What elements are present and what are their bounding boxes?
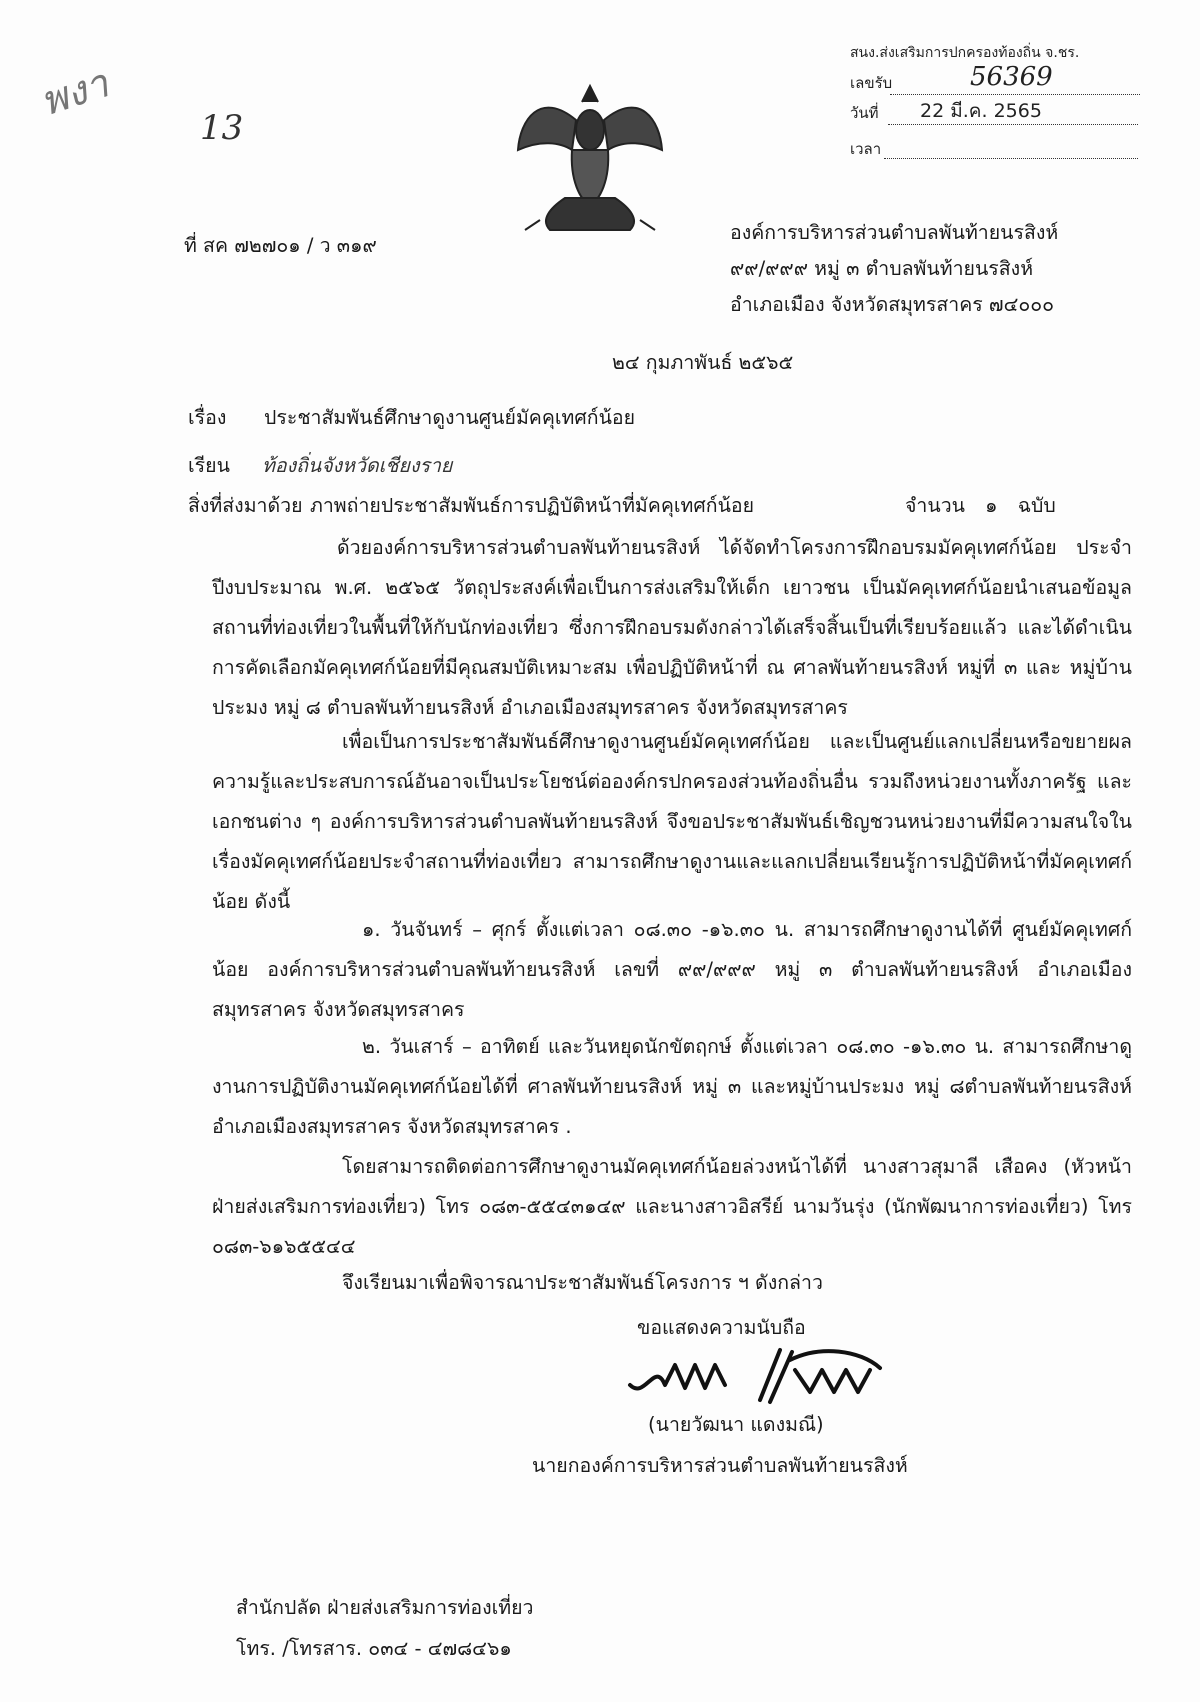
subject-label: เรื่อง xyxy=(188,406,227,429)
subject-text: ประชาสัมพันธ์ศึกษาดูงานศูนย์มัคคุเทศก์น้อย xyxy=(264,406,636,429)
stamp-date-label: วันที่ xyxy=(850,104,879,122)
stamp-time-label: เวลา xyxy=(850,140,882,158)
stamp-receipt-row xyxy=(850,62,1150,98)
paragraph-1: ด้วยองค์การบริหารส่วนตำบลพันท้ายนรสิงห์ ได้จัดทำโครงการฝึกอบรมมัคคุเทศก์น้อย ประจำปีงบประมาณ พ.ศ. ๒๕๖๕ วัตถุประสงค์เพื่อเป็นการส่งเสริมให้เด็ก เยาวชน เป็นมัคคุเทศก์น้อยนำเสนอข้อมูลสถานที่ท่องเที่ยวในพื้นที่ให้กับนักท่องเที่ยว ซึ่งการฝึกอบรมดังกล่าวได้เสร็จสิ้นเป็นที่เรียบร้อยแล้ว และได้ดำเนินการคัดเลือกมัคคุเทศก์น้อยที่มีคุณสมบัติเหมาะสม เพื่อปฏิบัติหน้าที่ ณ ศาลพันท้ายนรสิงห์ หมู่ที่ ๓ และ หมู่บ้านประมง หมู่ ๘ ตำบลพันท้ายนรสิงห์ อำเภอเมืองสมุทรสาคร จังหวัดสมุทรสาคร xyxy=(212,536,1132,719)
footer-office: สำนักปลัด ฝ่ายส่งเสริมการท่องเที่ยว xyxy=(236,1596,534,1619)
list-item-1: ๑. วันจันทร์ – ศุกร์ ตั้งแต่เวลา ๐๘.๓๐ -๑๖.๓๐ น. สามารถศึกษาดูงานได้ที่ ศูนย์มัคคุเทศก์น้อย องค์การบริหารส่วนตำบลพันท้ายนรสิงห์ เลขที่ ๙๙/๙๙๙ หมู่ ๓ ตำบลพันท้ายนรสิงห์ อำเภอเมืองสมุทรสาคร จังหวัดสมุทรสาคร xyxy=(212,918,1132,1021)
closing-sentence: จึงเรียนมาเพื่อพิจารณาประชาสัมพันธ์โครงการ ฯ ดังกล่าว xyxy=(342,1271,823,1294)
letter-date: ๒๔ กุมภาพันธ์ ๒๕๖๕ xyxy=(612,351,794,374)
recipient-handwritten: ท้องถิ่นจังหวัดเชียงราย xyxy=(262,454,453,477)
attachment-count: จำนวน ๑ ฉบับ xyxy=(905,494,1056,517)
footer-phone: โทร. /โทรสาร. ๐๓๔ - ๔๗๘๔๖๑ xyxy=(236,1637,512,1660)
recipient-label: เรียน xyxy=(188,454,230,477)
attachment-text: ภาพถ่ายประชาสัมพันธ์การปฏิบัติหน้าที่มัคคุเทศก์น้อย xyxy=(310,494,755,517)
garuda-emblem-icon xyxy=(510,80,670,240)
stamp-time-row xyxy=(850,134,1150,164)
reference-number: ที่ สค ๗๒๗๐๑ / ว ๓๑๙ xyxy=(184,234,377,257)
signature xyxy=(610,1340,910,1410)
stamp-receipt-value: 56369 xyxy=(970,62,1053,92)
stamp-office-line: สนง.ส่งเสริมการปกครองท้องถิ่น จ.ชร. xyxy=(850,45,1080,61)
sender-address-1: ๙๙/๙๙๙ หมู่ ๓ ตำบลพันท้ายนรสิงห์ xyxy=(730,257,1034,280)
sender-address-2: อำเภอเมือง จังหวัดสมุทรสาคร ๗๔๐๐๐ xyxy=(730,293,1055,316)
stamp-date-value: 22 มี.ค. 2565 xyxy=(920,100,1042,122)
handwritten-number: 13 xyxy=(200,108,244,148)
paragraph-3: โดยสามารถติดต่อการศึกษาดูงานมัคคุเทศก์น้อยล่วงหน้าได้ที่ นางสาวสุมาลี เสือคง (หัวหน้าฝ่ายส่งเสริมการท่องเที่ยว) โทร ๐๘๓-๕๕๔๓๑๔๙ และนางสาวอิสรีย์ นามวันรุ่ง (นักพัฒนาการท่องเที่ยว) โทร ๐๘๓-๖๑๖๕๕๔๔ xyxy=(212,1155,1132,1258)
regards: ขอแสดงความนับถือ xyxy=(637,1316,806,1339)
signer-name: (นายวัฒนา แดงมณี) xyxy=(648,1413,824,1436)
stamp-receipt-label: เลขรับ xyxy=(850,74,893,92)
sender-org: องค์การบริหารส่วนตำบลพันท้ายนรสิงห์ xyxy=(730,221,1059,244)
receiving-stamp xyxy=(850,38,1150,164)
list-item-2: ๒. วันเสาร์ – อาทิตย์ และวันหยุดนักขัตฤกษ์ ตั้งแต่เวลา ๐๘.๓๐ -๑๖.๓๐ น. สามารถศึกษาดูงานการปฏิบัติงานมัคคุเทศก์น้อยได้ที่ ศาลพันท้ายนรสิงห์ หมู่ ๓ และหมู่บ้านประมง หมู่ ๘ตำบลพันท้ายนรสิงห์ อำเภอเมืองสมุทรสาคร จังหวัดสมุทรสาคร . xyxy=(212,1035,1132,1138)
signer-title: นายกองค์การบริหารส่วนตำบลพันท้ายนรสิงห์ xyxy=(532,1454,908,1477)
handwritten-scribble: พงา xyxy=(34,60,115,126)
attachment-label: สิ่งที่ส่งมาด้วย xyxy=(188,494,303,517)
stamp-date-row xyxy=(850,98,1150,128)
paragraph-2: เพื่อเป็นการประชาสัมพันธ์ศึกษาดูงานศูนย์มัคคุเทศก์น้อย และเป็นศูนย์แลกเปลี่ยนหรือขยายผลความรู้และประสบการณ์อันอาจเป็นประโยชน์ต่อองค์กรปกครองส่วนท้องถิ่นอื่น รวมถึงหน่วยงานทั้งภาครัฐ และเอกชนต่าง ๆ องค์การบริหารส่วนตำบลพันท้ายนรสิงห์ จึงขอประชาสัมพันธ์เชิญชวนหน่วยงานที่มีความสนใจในเรื่องมัคคุเทศก์น้อยประจำสถานที่ท่องเที่ยว สามารถศึกษาดูงานและแลกเปลี่ยนเรียนรู้การปฏิบัติหน้าที่มัคคุเทศก์น้อย ดังนี้ xyxy=(212,730,1132,913)
